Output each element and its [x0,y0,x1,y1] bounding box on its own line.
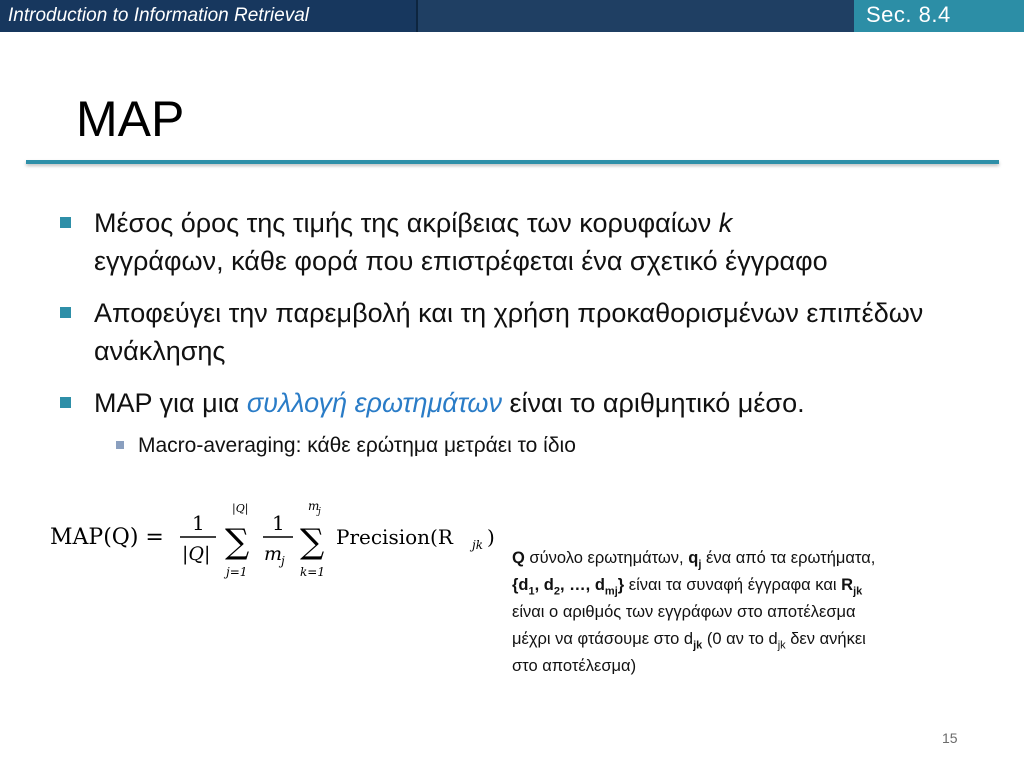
formula-close-paren: ) [487,525,495,549]
formula-denominator-m-sub: j [281,554,285,568]
formula-sum1-top: |Q| [232,502,249,515]
course-title: Introduction to Information Retrieval [8,5,309,26]
square-bullet-icon [60,397,71,408]
sigma-icon: ∑ [225,522,250,562]
page-number: 15 [942,730,958,746]
formula-sum2-bottom: k=1 [300,565,325,579]
slide-title: MAP [76,91,185,147]
formula-numerator-1: 1 [192,511,205,535]
square-sub-bullet-icon [116,441,124,449]
bullet-2-text: Αποφεύγει την παρεμβολή και τη χρήση προκαθορισμένων επιπέδων ανάκλησης [94,298,924,366]
header-divider [416,0,418,32]
formula-numerator-2: 1 [272,511,285,535]
sub-bullet-text: Macro-averaging: κάθε ερώτημα μετράει το ίδιο [138,434,576,457]
square-bullet-icon [60,307,71,318]
formula-lhs: MAP(Q) = [50,525,164,550]
map-formula [50,500,496,586]
formula-sum2-top: m [308,500,320,513]
formula-denominator-m: m [264,543,283,565]
highlighted-term: συλλογή ερωτημάτων [246,388,502,418]
bullet-1-text: Μέσος όρος της τιμής της ακρίβειας των κορυφαίων k εγγράφων, κάθε φορά που επιστρέφεται ένα σχετικό έγγραφο [94,208,828,276]
bullet-3-text: MAP για μια συλλογή ερωτημάτων είναι το αριθμητικό μέσο. [94,388,805,418]
formula-precision-sub: jk [472,538,483,552]
section-label: Sec. 8.4 [866,2,951,27]
formula-sum1-bottom: j=1 [226,565,248,579]
square-bullet-icon [60,217,71,228]
header-middle-panel [418,0,854,32]
sigma-icon: ∑ [300,522,325,562]
title-underline [26,160,999,164]
formula-denominator-q: |Q| [182,543,211,565]
formula-precision: Precision(R [336,525,453,549]
formula-explanation: Q σύνολο ερωτημάτων, $q_j$ ένα από τα ερωτήματα, {$d_1$, $d_2$, …, $d_{mj}$} είναι τα συναφή έγγραφα και $R_{jk}$ είναι ο αριθμός των εγγράφων στο αποτέλεσμα μέχρι να φτάσουμε στο $d_{jk}$ (0 αν το $d_{jk}$ δεν ανήκει στο αποτέλεσμα) [512,549,876,675]
header-bar [0,0,1024,32]
formula-sum2-top-sub: j [318,507,321,517]
